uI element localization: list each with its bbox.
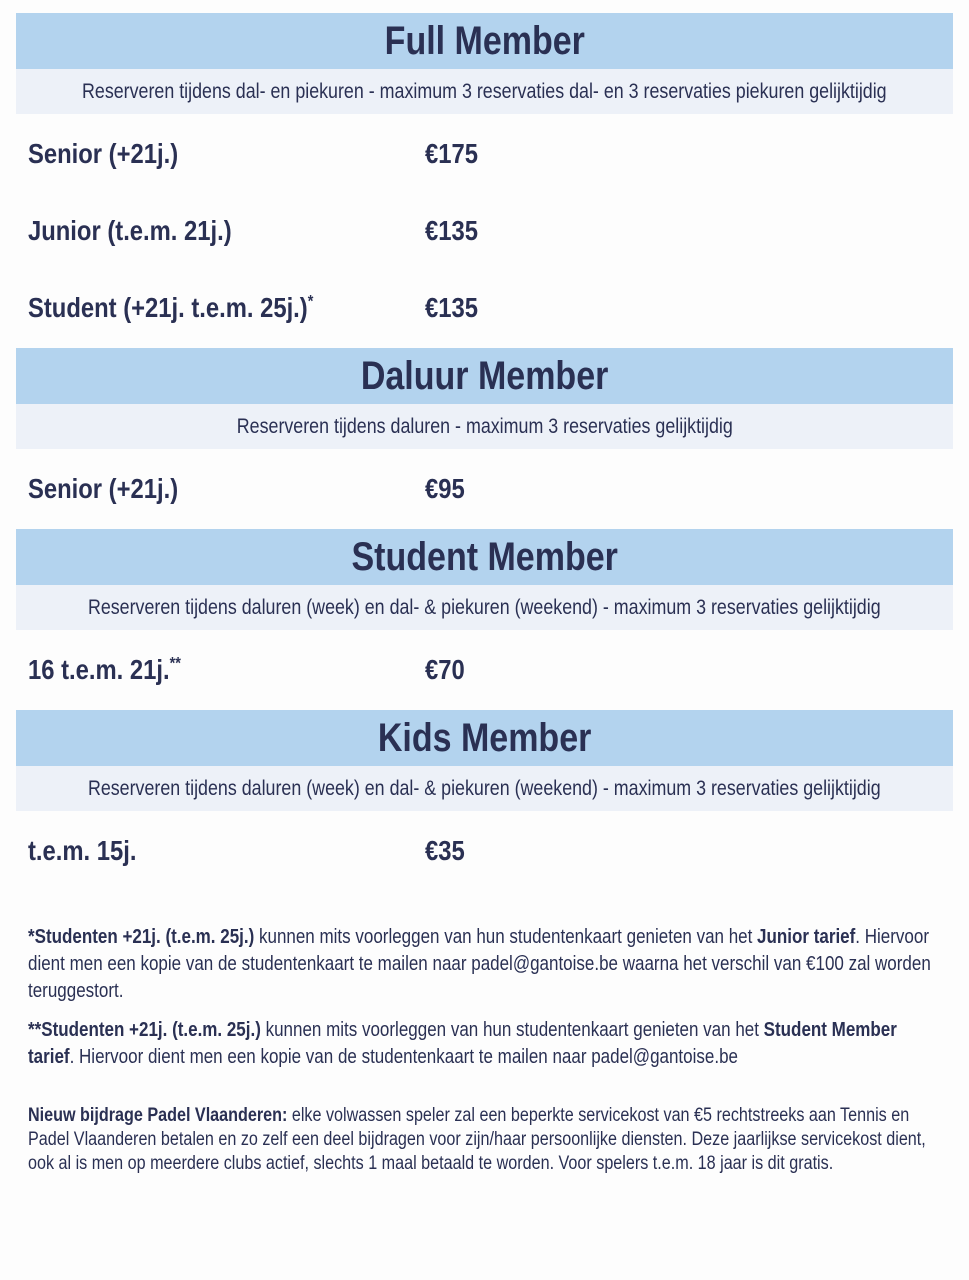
row-price: €135	[425, 215, 478, 246]
full-member-rows	[16, 114, 953, 348]
note-lead: Nieuw bijdrage Padel Vlaanderen:	[28, 1105, 292, 1126]
row-price: €70	[425, 654, 465, 685]
row-price: €135	[425, 292, 478, 323]
full-member-title: Full Member	[384, 18, 585, 63]
row-label: Senior (+21j.)	[28, 473, 179, 504]
kids-member-subtitle-band	[16, 766, 953, 811]
price-row-student-full	[16, 293, 953, 323]
daluur-member-subtitle: Reserveren tijdens daluren - maximum 3 reservaties gelijktijdig	[236, 414, 733, 438]
price-row-tem-15	[16, 836, 953, 866]
footnote-lead: **Studenten +21j. (t.e.m. 25j.)	[28, 1019, 266, 1041]
row-label: 16 t.e.m. 21j.**	[28, 653, 181, 685]
junior-tarief-emphasis: Junior tarief	[757, 926, 856, 948]
price-row-senior-full	[16, 139, 953, 169]
footnote-marker: *	[307, 291, 314, 311]
note-padel-vlaanderen: Nieuw bijdrage Padel Vlaanderen: elke volwassen speler zal een beperkte servicekost van €5 rechtstreeks aan Tennis en Padel Vlaanderen betalen en zo zelf een deel bijdragen voor zijn/haar persoonlijke diensten. Deze jaarlijkse servicekost dient, ook al is men op meerdere clubs actief, slechts 1 maal betaald te worden. Voor spelers t.e.m. 18 jaar is dit gratis.	[28, 1105, 926, 1174]
full-member-title-band	[16, 13, 953, 69]
section-student-member	[16, 529, 953, 710]
footnotes-block	[16, 924, 953, 1176]
section-daluur-member	[16, 348, 953, 529]
student-member-subtitle: Reserveren tijdens daluren (week) en dal- & piekuren (weekend) - maximum 3 reservaties gelijktijdig	[88, 595, 881, 619]
row-label: Junior (t.e.m. 21j.)	[28, 215, 232, 246]
kids-member-title: Kids Member	[377, 715, 592, 760]
row-price: €35	[425, 835, 465, 866]
row-price: €175	[425, 138, 478, 169]
student-member-subtitle-band	[16, 585, 953, 630]
footnote-marker: **	[169, 653, 181, 673]
daluur-member-title-band	[16, 348, 953, 404]
row-label: Senior (+21j.)	[28, 138, 179, 169]
row-label: Student (+21j. t.e.m. 25j.)*	[28, 291, 314, 323]
section-full-member	[16, 13, 953, 348]
student-member-title-band	[16, 529, 953, 585]
student-member-rows	[16, 630, 953, 710]
row-label: t.e.m. 15j.	[28, 835, 137, 866]
student-member-tarief-emphasis: Student Member tarief	[28, 1019, 897, 1068]
footnote-student-member-tarief: **Studenten +21j. (t.e.m. 25j.) kunnen mits voorleggen van hun studentenkaart genieten van het Student Member tarief. Hiervoor dient men een kopie van de studentenkaart te mailen naar padel@gantoise.be	[28, 1019, 897, 1068]
footnote-student-junior-tarief: *Studenten +21j. (t.e.m. 25j.) kunnen mits voorleggen van hun studentenkaart genieten van het Junior tarief. Hiervoor dient men een kopie van de studentenkaart te mailen naar padel@gantoise.be waarna het verschil van €100 zal worden teruggestort.	[28, 926, 931, 1002]
price-row-junior-full	[16, 216, 953, 246]
row-price: €95	[425, 473, 465, 504]
footnote-lead: *Studenten +21j. (t.e.m. 25j.)	[28, 926, 259, 948]
daluur-member-rows	[16, 449, 953, 529]
kids-member-rows	[16, 811, 953, 891]
student-member-title: Student Member	[351, 534, 618, 579]
daluur-member-title: Daluur Member	[360, 353, 609, 398]
kids-member-subtitle: Reserveren tijdens daluren (week) en dal- & piekuren (weekend) - maximum 3 reservaties gelijktijdig	[88, 776, 881, 800]
daluur-member-subtitle-band	[16, 404, 953, 449]
price-row-16-21	[16, 655, 953, 685]
section-kids-member	[16, 710, 953, 891]
price-row-senior-daluur	[16, 474, 953, 504]
full-member-subtitle: Reserveren tijdens dal- en piekuren - maximum 3 reservaties dal- en 3 reservaties piekuren gelijktijdig	[82, 79, 887, 103]
full-member-subtitle-band	[16, 69, 953, 114]
kids-member-title-band	[16, 710, 953, 766]
